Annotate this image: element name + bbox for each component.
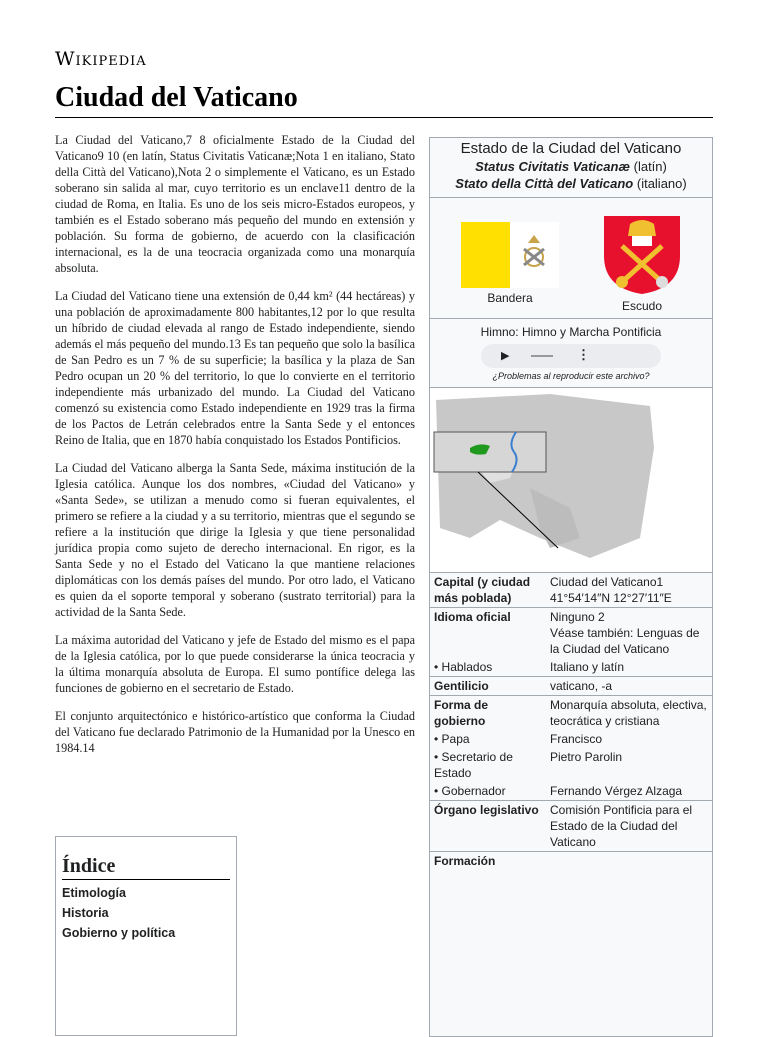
row-pope: • Papa Francisco [430,730,712,748]
official-language-value[interactable]: Ninguno 2 Véase también: Lenguas de la Ciudad del Vaticano [550,610,700,656]
secretary-value[interactable]: Pietro Parolin [550,750,623,764]
italian-lang-link[interactable]: (italiano) [636,176,687,191]
legislature-value[interactable]: Comisión Pontificia para el Estado de la Ciudad del Vaticano [550,803,693,849]
paragraph-3: La Ciudad del Vaticano alberga la Santa Sede, máxima institución de la Iglesia católica. Aunque los dos nombres, «Ciudad del Vaticano» y «Santa Sede», se utilizan a menudo como si fueran equivalentes, el primero se refiere a la ciudad y a su territorio, mientras que el segundo se refiere a la institución que dirige la Iglesia y que tiene personalidad jurídica propia como sujeto de derecho internacional. En rigor, es la Santa Sede y no el Estado del Vaticano la que mantiene relaciones diplomáticas con los demás países del mundo. Por otro lado, el Vaticano es quien da el soporte temporal y soberano (sustrato territorial) para la actividad de la Santa Sede. [55,461,415,619]
national-symbols [430,197,712,318]
formation-value [546,852,712,871]
infobox [429,137,713,1037]
demonym-value: vaticano, -a [550,679,613,693]
infobox-title: Estado de la Ciudad del Vaticano [460,140,682,157]
governor-value: Fernando Vérgez Alzaga [550,784,683,798]
europe-map-icon[interactable] [430,388,712,572]
paragraph-4: La máxima autoridad del Vaticano y jefe de Estado del mismo es el papa de la Iglesia católica, por lo que puede considerarse la única teocracia y la última monarquía absoluta de Europa. El sumo pontífice delega las funciones de gobierno en el secretario de Estado. [55,633,415,695]
coat-of-arms-icon[interactable] [600,212,684,296]
page-title: Ciudad del Vaticano [55,82,298,113]
flag-icon[interactable] [461,222,559,288]
row-capital: Capital (y ciudad más poblada) Ciudad del Vaticano1 41°54′14″N 12°27′11″E [430,573,712,608]
location-map[interactable] [430,387,712,572]
capital-value[interactable]: Ciudad del Vaticano1 41°54′14″N 12°27′11″E [550,575,672,605]
row-secretary: • Secretario de Estado Pietro Parolin [430,748,712,782]
paragraph-2: La Ciudad del Vaticano tiene una extensión de 0,44 km² (44 hectáreas) y una población de aproximadamente 800 habitantes,12 por lo que resulta un híbrido de ciudad elevada al rango de Estado independiente, siendo además el más pequeño del mundo.13 Es tan pequeño que solo la basílica de San Pedro es un 7 % de su superficie; la basílica y la plaza de San Pedro ocupan un 20 % del territorio, lo que lo convierte en el territorio independiente más urbanizado del mundo. La Ciudad del Vaticano comenzó su existencia como Estado independiente en 1929 tras la firma de los Pactos de Letrán celebrados entre la Santa Sede y el entonces Reino de Italia, que en 1870 había conquistado los Estados Pontificios. [55,289,415,447]
latin-name: Status Civitatis Vaticanæ [475,159,630,174]
row-government: Forma de gobierno Monarquía absoluta, electiva, teocrática y cristiana [430,696,712,731]
row-spoken: • Hablados Italiano y latín [430,658,712,677]
progress-bar[interactable] [531,355,553,357]
toc-heading: Índice [62,855,230,880]
infobox-header [430,138,712,191]
toc-item-etimologia[interactable]: Etimología [62,886,126,900]
toc-item-gobierno[interactable]: Gobierno y política [62,926,176,940]
coat-caption: Escudo [621,299,663,313]
anthem-link[interactable]: Himno y Marcha Pontificia [521,325,662,339]
anthem-section [430,318,712,387]
paragraph-5: El conjunto arquitectónico e histórico-artístico que conforma la Ciudad del Vaticano fue declarado Patrimonio de la Humanidad por la Unesco en 1984.14 [55,709,415,755]
row-legislature: Órgano legislativo Comisión Pontificia para el Estado de la Ciudad del Vaticano [430,801,712,852]
spoken-value[interactable]: Italiano y latín [550,660,625,674]
row-demonym: Gentilicio vaticano, -a [430,677,712,696]
infobox-data-table [430,572,712,870]
wikipedia-logo[interactable]: Wikipedia [55,48,147,70]
article-body [55,132,415,768]
row-formation: Formación [430,852,712,871]
italian-name: Stato della Città del Vaticano [455,176,634,191]
toc-item-historia[interactable]: Historia [62,906,109,920]
play-icon[interactable]: ▶ [501,350,510,362]
title-divider [55,117,713,118]
audio-player[interactable] [481,344,661,368]
pope-value[interactable]: Francisco [550,732,603,746]
row-official-language: Idioma oficial Ninguno 2 Véase también: Lenguas de la Ciudad del Vaticano [430,608,712,659]
latin-lang-link[interactable]: (latín) [633,159,667,174]
paragraph-1: La Ciudad del Vaticano,7 8 oficialmente Estado de la Ciudad del Vaticano9 10 (en latín, Status Civitatis Vaticanæ;Nota 1 en italiano, Stato della Città del Vaticano),Nota 2 o simplemente el Vaticano, es un Estado soberano sin salida al mar, cuyo territorio es un enclave11 dentro de la ciudad de Roma, en Italia. Es uno de los seis micro-Estados europeos, y también es el Estado soberano más pequeño del mundo en extensión y población. Su forma de gobierno, de acuerdo con la clasificación internacional, es la de una teocracia organizada como una monarquía absoluta. [55,133,415,275]
player-help-link[interactable]: ¿Problemas al reproducir este archivo? [492,371,650,381]
anthem-label: Himno: [480,325,522,339]
table-of-contents [55,836,237,1036]
government-value[interactable]: Monarquía absoluta, electiva, teocrática y cristiana [550,698,707,728]
more-options-icon[interactable]: ⋮ [577,347,590,362]
flag-caption: Bandera [487,291,533,305]
row-governor: • Gobernador Fernando Vérgez Alzaga [430,782,712,801]
